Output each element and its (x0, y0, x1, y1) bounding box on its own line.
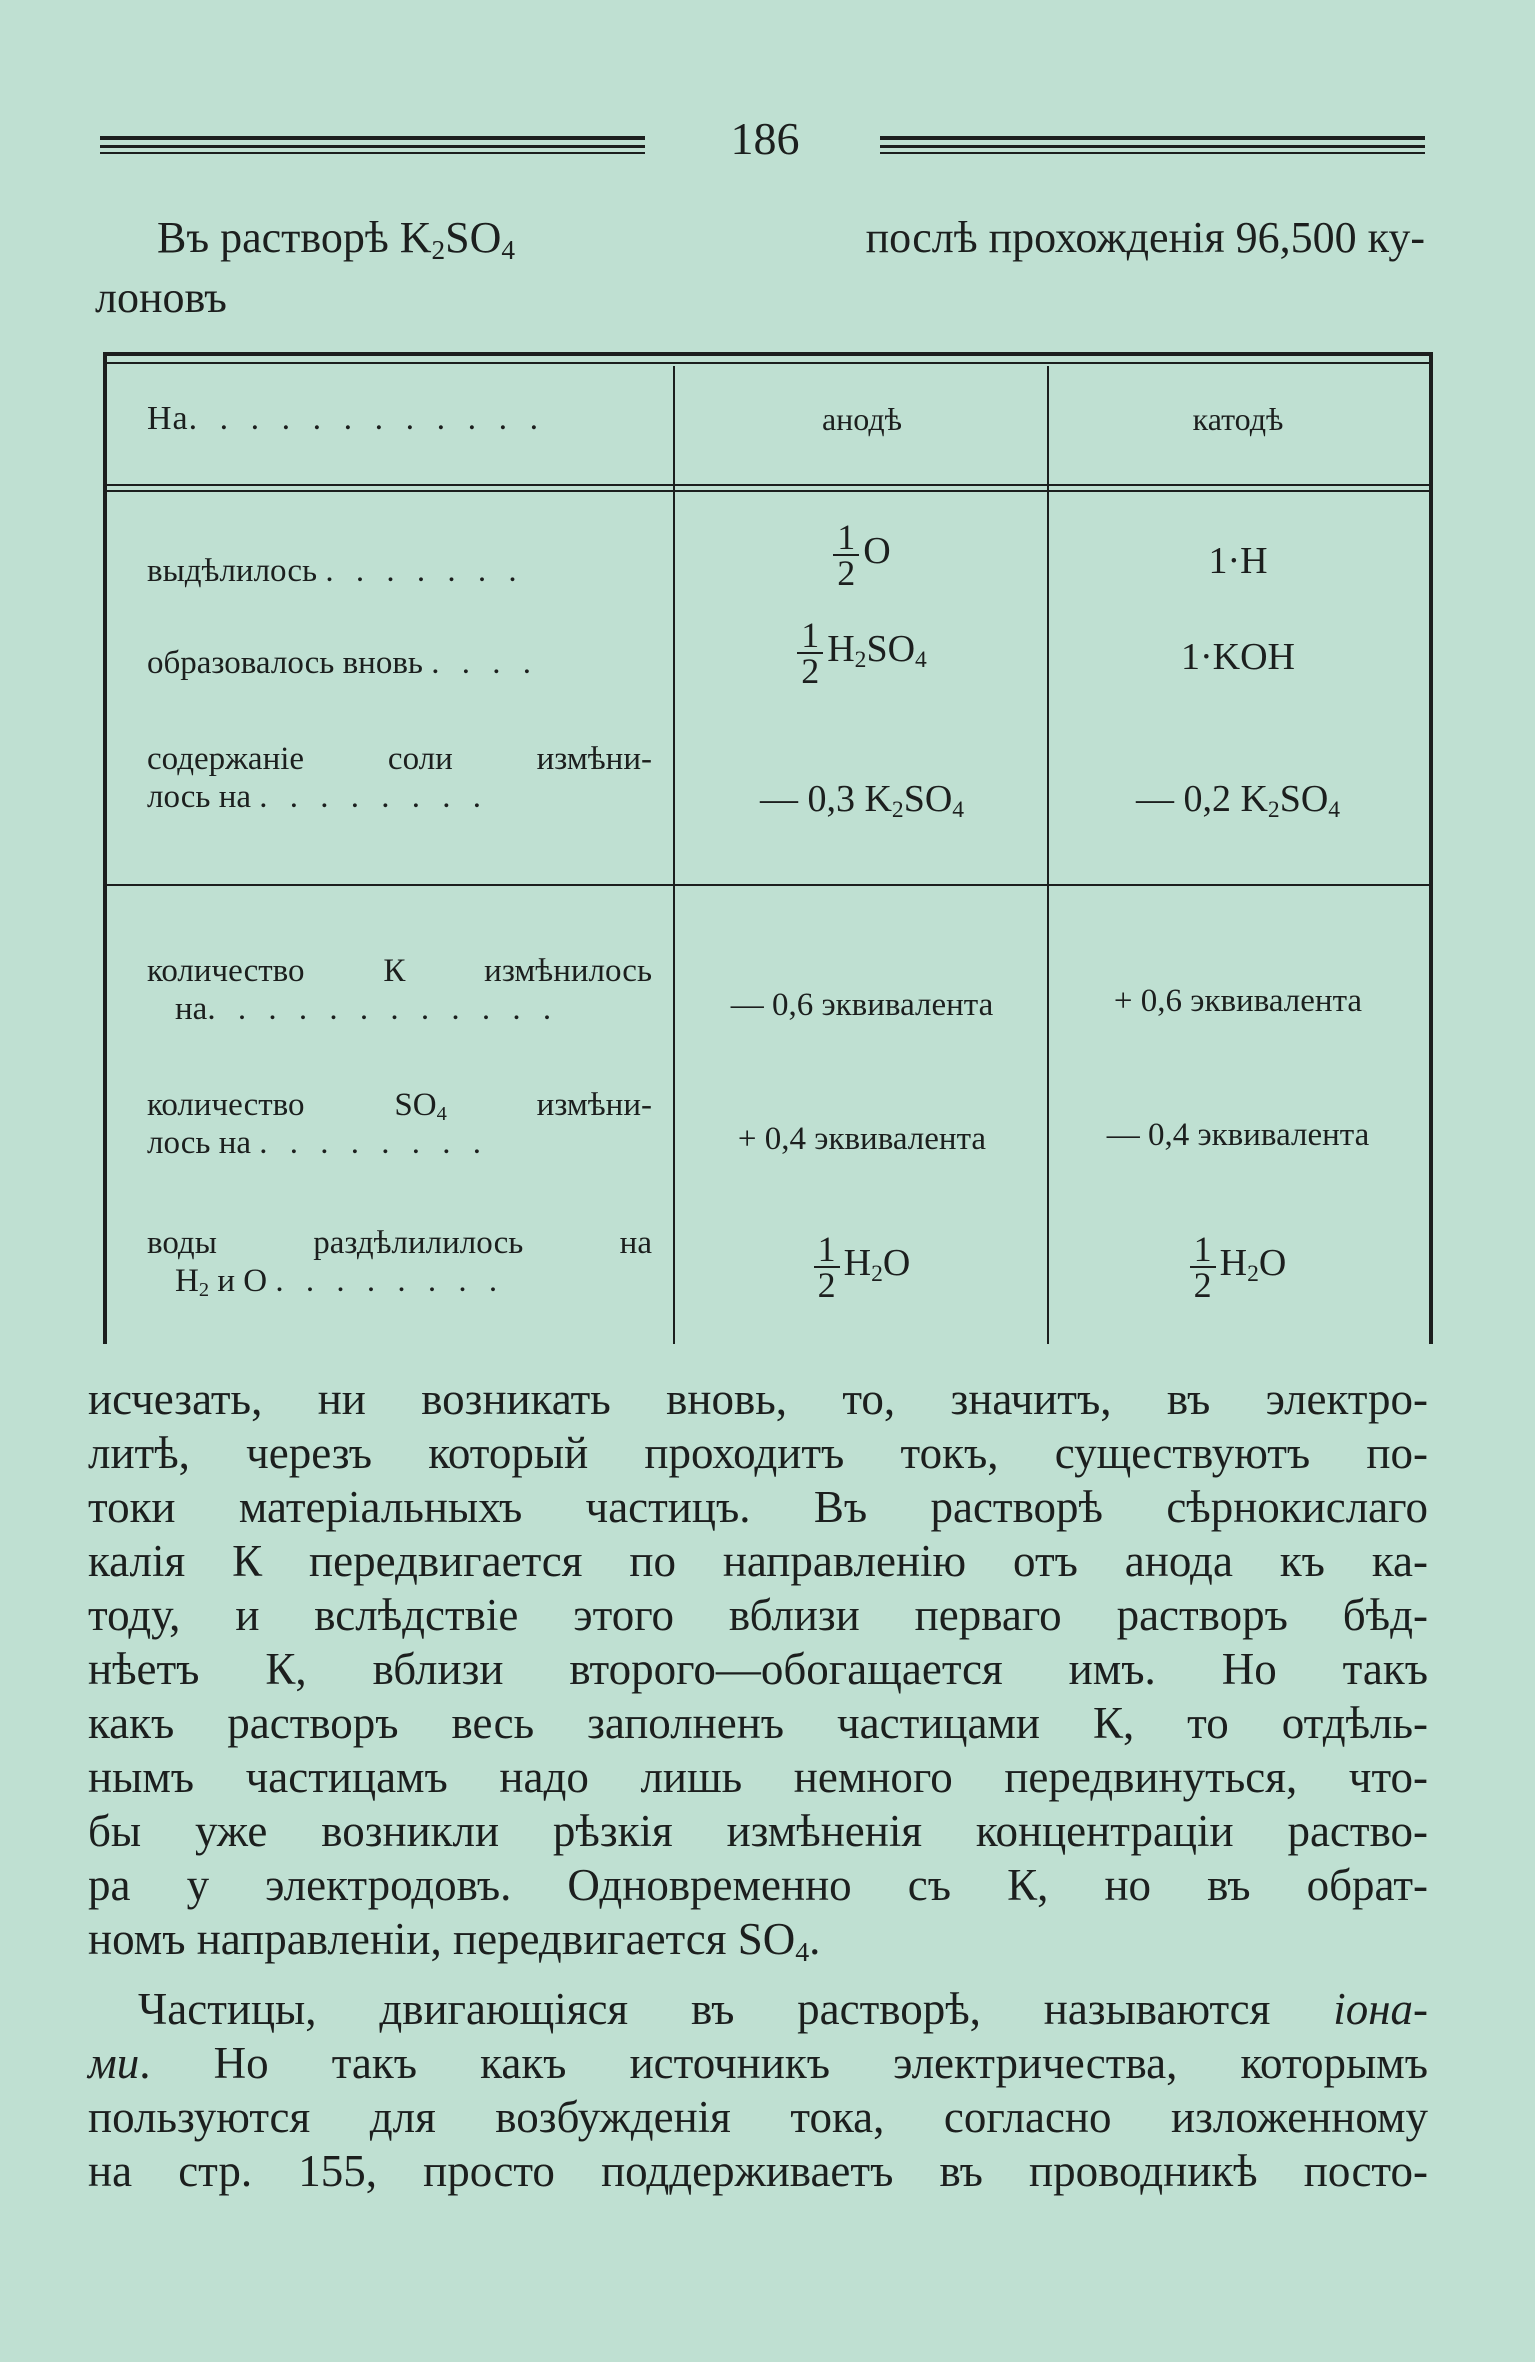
row1-anode: $\frac{1}{2}$ O (677, 520, 1047, 590)
row-label-evolved: выдѣлилось . . . . . . . (147, 553, 524, 589)
row6-anode: $\frac{1}{2}$ $H_2O$ (677, 1232, 1047, 1302)
header-label-cell: На. . . . . . . . . . . . (147, 400, 546, 437)
body-line: литѣ, черезъ который проходитъ токъ, существуютъ по- (88, 1428, 1428, 1478)
intro-line1-left: Въ растворѣ $K_2SO_4$ (157, 213, 516, 265)
body-line: пользуются для возбужденія тока, согласно изложенному (88, 2092, 1428, 2142)
page-number: 186 (730, 113, 800, 164)
row-label-salt-changed: содержаніе соли измѣни- лось на . . . . . . . . (147, 741, 652, 815)
intro-line1-right: послѣ прохожденія 96,500 ку- (865, 213, 1425, 262)
body-line: калія К передвигается по направленію отъ анода къ ка- (88, 1536, 1428, 1586)
body-line: ра у электродовъ. Одновременно съ К, но въ обрат- (88, 1860, 1428, 1910)
body-line: бы уже возникли рѣзкія измѣненія концентраціи раство- (88, 1806, 1428, 1856)
row5-cathode: — 0,4 эквивалента (1106, 1117, 1370, 1153)
row3-anode: — 0,3 $K_2SO_4$ (759, 778, 965, 823)
body-line: тоду, и вслѣдствіе этого вблизи перваго растворъ бѣд- (88, 1590, 1428, 1640)
body-text (88, 1372, 1428, 2198)
row4-cathode: + 0,6 эквивалента (1113, 983, 1363, 1019)
intro-paragraph (95, 208, 1425, 328)
row4-anode: — 0,6 эквивалента (730, 987, 994, 1023)
body-line: Частицы, двигающіяся въ растворѣ, называются іона- (138, 1984, 1428, 2034)
header-cathode: катодѣ (1192, 401, 1284, 437)
body-line: ми. Но такъ какъ источникъ электричества, которымъ (88, 2038, 1428, 2088)
body-line: на стр. 155, просто поддерживаетъ въ проводникѣ посто- (88, 2146, 1428, 2196)
row-label-k-changed: количество К измѣнилось на. . . . . . . . . . . . (147, 953, 652, 1027)
electrolysis-table (103, 352, 1433, 1344)
body-line: номъ направленіи, передвигается $SO_4$. (88, 1914, 821, 1968)
row5-anode: + 0,4 эквивалента (737, 1121, 987, 1157)
row-label-so4-changed: количество $SO_4$ измѣни- лось на . . . . . . . . (147, 1087, 652, 1161)
row-label-water-split: воды раздѣлилилось на $H_2$ и O . . . . . . . . (147, 1225, 652, 1302)
body-line: нѣетъ К, вблизи второго—обогащается имъ. Но такъ (88, 1644, 1428, 1694)
header-rule-left (100, 136, 645, 156)
header-rule-right (880, 136, 1425, 156)
header-anode: анодѣ (821, 401, 903, 437)
body-line: токи матеріальныхъ частицъ. Въ растворѣ сѣрнокислаго (88, 1482, 1428, 1532)
row3-cathode: — 0,2 $K_2SO_4$ (1135, 778, 1341, 823)
row6-cathode: $\frac{1}{2}$ $H_2O$ (1051, 1232, 1425, 1302)
body-line: нымъ частицамъ надо лишь немного передвинуться, что- (88, 1752, 1428, 1802)
body-line: исчезать, ни возникать вновь, то, значитъ, въ электро- (88, 1374, 1428, 1424)
page-header (100, 113, 1430, 168)
body-line: какъ растворъ весь заполненъ частицами К, то отдѣль- (88, 1698, 1428, 1748)
row-label-formed: образовалось вновь . . . . (147, 645, 538, 681)
row1-cathode: 1·H (1208, 540, 1268, 582)
row2-anode: $\frac{1}{2}$ $H_2SO_4$ (677, 618, 1047, 688)
intro-line2: лоновъ (95, 273, 227, 322)
row2-cathode: 1·KOH (1181, 636, 1295, 678)
